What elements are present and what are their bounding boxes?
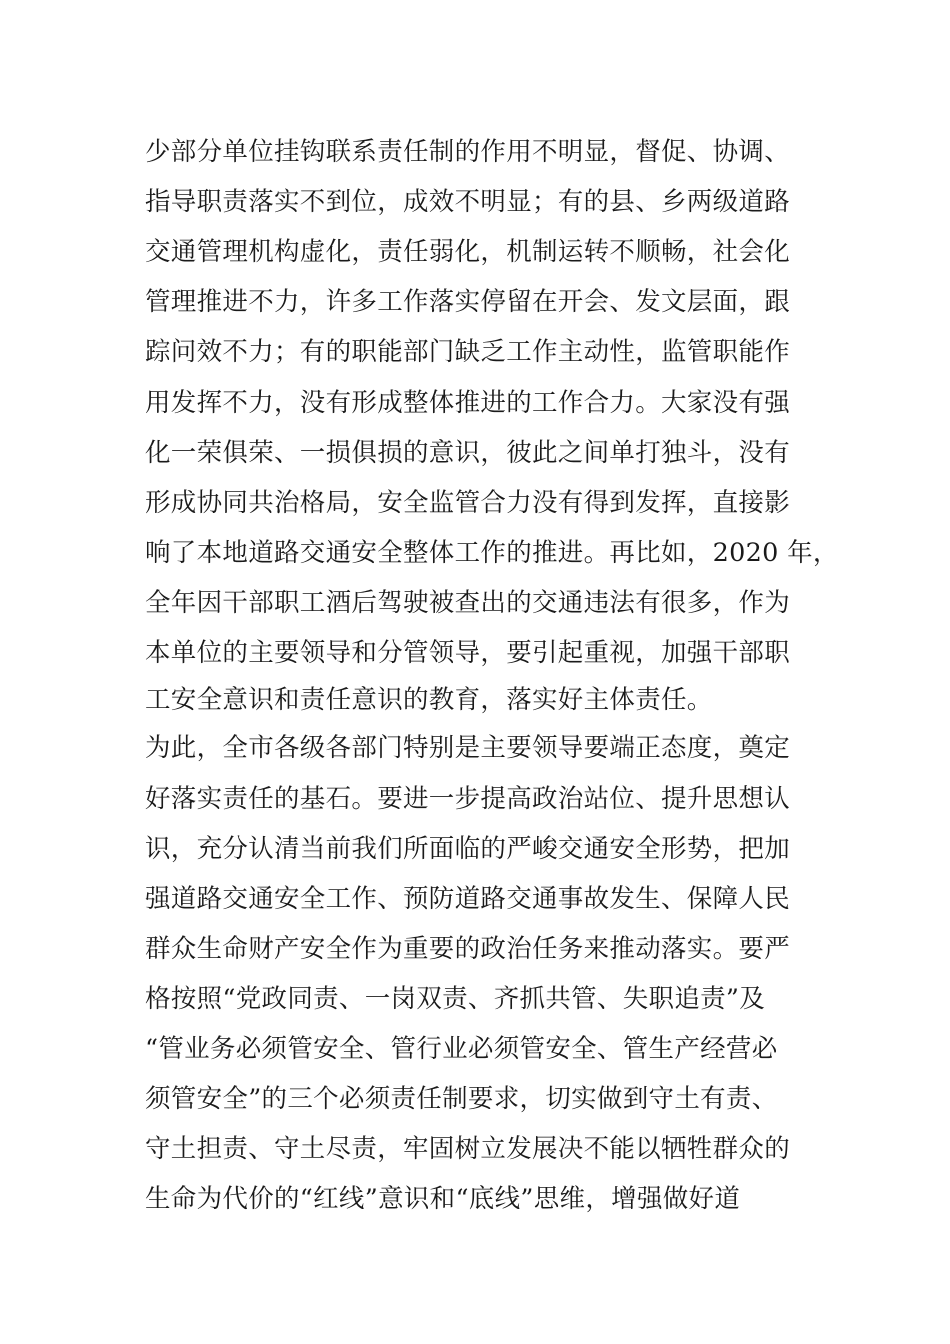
text-line: 少部分单位挂钩联系责任制的作用不明显，督促、协调、 — [145, 137, 791, 167]
text-line: 踪问效不力；有的职能部门缺乏工作主动性，监管职能作 — [145, 337, 791, 367]
text-line: 好落实责任的基石。要进一步提高政治站位、提升思想认 — [145, 784, 791, 814]
text-line: 本单位的主要领导和分管领导，要引起重视，加强干部职 — [145, 638, 791, 668]
text-line: 指导职责落实不到位，成效不明显；有的县、乡两级道路 — [145, 187, 791, 217]
text-line: 形成协同共治格局，安全监管合力没有得到发挥，直接影 — [145, 488, 791, 518]
text-line: 管理推进不力，许多工作落实停留在开会、发文层面，跟 — [145, 287, 791, 317]
text-line: 化一荣俱荣、一损俱损的意识，彼此之间单打独斗，没有 — [145, 438, 791, 468]
text-line: 工安全意识和责任意识的教育，落实好主体责任。 — [145, 685, 713, 715]
text-line: 群众生命财产安全作为重要的政治任务来推动落实。要严 — [145, 934, 791, 964]
text-line: 交通管理机构虚化，责任弱化，机制运转不顺畅，社会化 — [145, 237, 791, 267]
text-line: 守土担责、守土尽责，牢固树立发展决不能以牺牲群众的 — [145, 1134, 791, 1164]
text-line: “管业务必须管安全、管行业必须管安全、管生产经营必 — [145, 1034, 778, 1064]
text-line: 为此，全市各级各部门特别是主要领导要端正态度，奠定 — [145, 733, 791, 763]
text-line: 格按照“党政同责、一岗双责、齐抓共管、失职追责”及 — [145, 984, 766, 1014]
text-line: 全年因干部职工酒后驾驶被查出的交通违法有很多，作为 — [145, 588, 791, 618]
text-line: 识，充分认清当前我们所面临的严峻交通安全形势，把加 — [145, 834, 791, 864]
text-line: 须管安全”的三个必须责任制要求，切实做到守土有责、 — [145, 1084, 778, 1114]
text-line: 强道路交通安全工作、预防道路交通事故发生、保障人民 — [145, 884, 791, 914]
text-line: 响了本地道路交通安全整体工作的推进。再比如，2020 年， — [145, 538, 839, 568]
text-line: 用发挥不力，没有形成整体推进的工作合力。大家没有强 — [145, 388, 791, 418]
text-line: 生命为代价的“红线”意识和“底线”思维，增强做好道 — [145, 1184, 741, 1214]
